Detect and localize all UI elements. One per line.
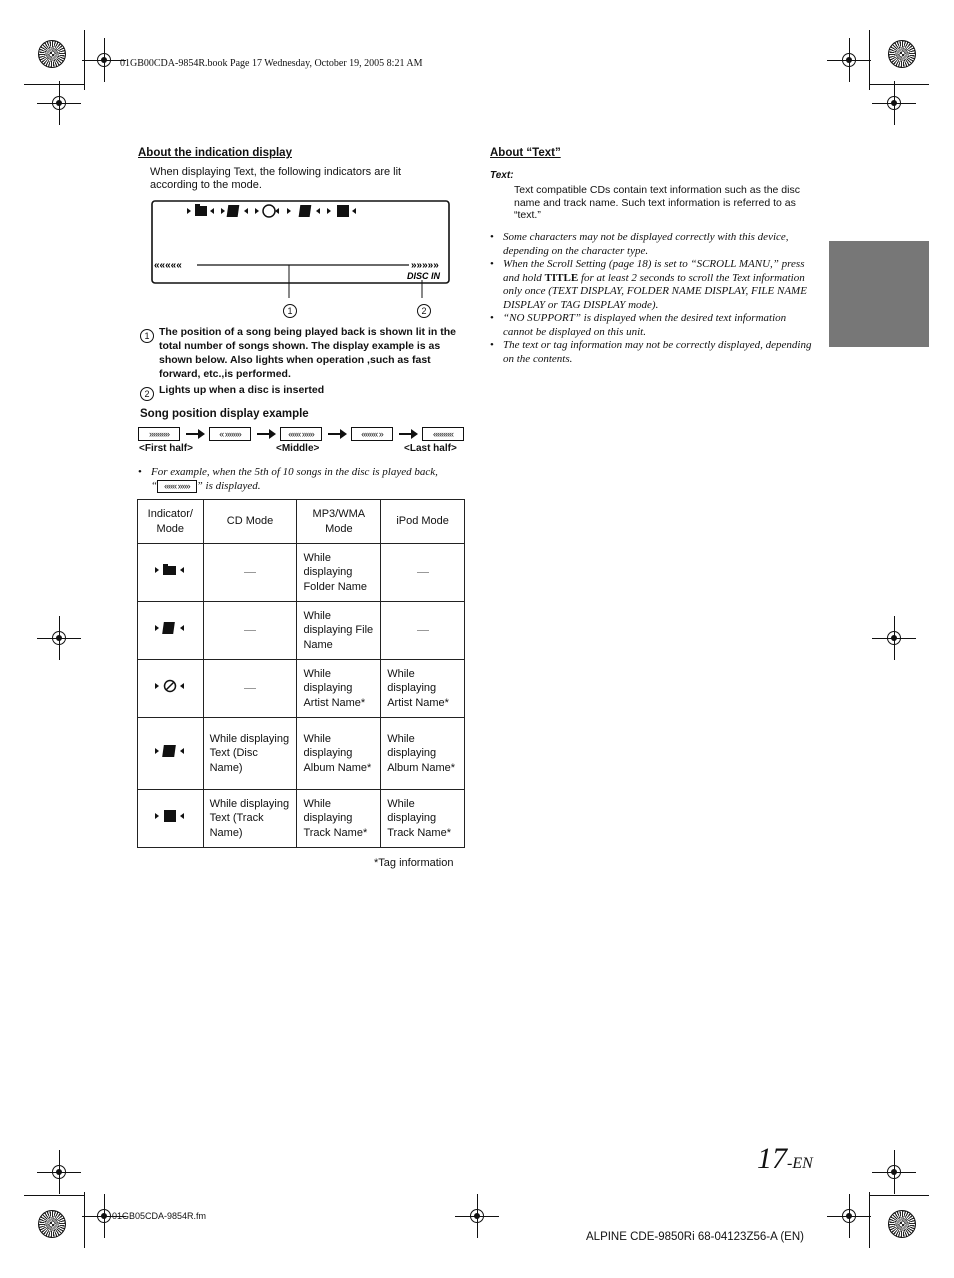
- table-header-row: [138, 500, 465, 544]
- ipod-cell: [381, 602, 465, 660]
- song-position-title: Song position display example: [140, 408, 309, 420]
- table-row: [138, 660, 465, 718]
- mp3-cell: While displaying Artist Name*: [297, 660, 381, 718]
- song-box-middle: ««« »»»: [280, 427, 322, 441]
- cd-cell: [203, 660, 297, 718]
- callout-1: 1: [283, 301, 297, 319]
- title-key-label: TITLE: [544, 271, 579, 284]
- indicator-cell: [138, 544, 204, 602]
- crop-line: [869, 1192, 870, 1248]
- header-mp3-mode: MP3/WMA Mode: [297, 500, 381, 544]
- ipod-cell: While displaying Artist Name*: [381, 660, 465, 718]
- label-last-half: <Last half>: [404, 443, 457, 454]
- note-2-marker: 2: [140, 384, 154, 402]
- indicator-cell: [138, 790, 204, 848]
- example-note: [138, 466, 468, 493]
- lcd-indicator-row: [187, 204, 356, 217]
- cd-cell: While displaying Text (Disc Name): [203, 718, 297, 790]
- indicator-cell: [138, 602, 204, 660]
- header-cd-mode: CD Mode: [203, 500, 297, 544]
- table-row: [138, 544, 465, 602]
- disc-text-icon: [153, 744, 187, 758]
- indicator-cell: [138, 718, 204, 790]
- example-text-2: ” is displayed.: [196, 479, 261, 492]
- table-footnote: *Tag information: [374, 857, 454, 869]
- side-tab: [829, 241, 929, 347]
- callout-2: 2: [417, 301, 431, 319]
- arrow-right-icon: [399, 433, 413, 435]
- song-box-step-4: «««« »: [351, 427, 393, 441]
- table-row: [138, 790, 465, 848]
- mp3-cell: While displaying Track Name*: [297, 790, 381, 848]
- crop-line: [24, 1195, 84, 1196]
- book-info-line: 01GB00CDA-9854R.book Page 17 Wednesday, October 19, 2005 8:21 AM: [120, 58, 423, 69]
- indication-intro: When displaying Text, the following indicators are lit according to the mode.: [150, 166, 402, 191]
- mp3-cell: While displaying Album Name*: [297, 718, 381, 790]
- label-first-half: <First half>: [139, 443, 193, 454]
- mp3-cell: While displaying File Name: [297, 602, 381, 660]
- lcd-left-marks: «««««: [154, 260, 182, 271]
- indication-title: About the indication display: [138, 147, 292, 159]
- cd-cell: [203, 544, 297, 602]
- header-indicator: Indicator/ Mode: [138, 500, 204, 544]
- example-quote-open: “: [151, 479, 158, 492]
- song-box-last-half: «««««: [422, 427, 464, 441]
- folder-icon: [153, 563, 187, 577]
- crop-line: [24, 84, 84, 85]
- note-1-text: The position of a song being played back is shown lit in the total number of songs shown. The display example is as shown below. Also lights when operation ,such as fast forward, etc.,is performed.: [159, 326, 456, 380]
- about-text-subtitle: Text:: [490, 170, 514, 181]
- ipod-cell: While displaying Track Name*: [381, 790, 465, 848]
- crop-line: [869, 84, 929, 85]
- crop-line: [869, 30, 870, 90]
- about-text-title: About “Text”: [490, 147, 561, 159]
- ipod-cell: While displaying Album Name*: [381, 718, 465, 790]
- lcd-display-illustration: [151, 200, 450, 284]
- lcd-right-marks: »»»»»: [411, 260, 439, 271]
- track-text-icon: [153, 809, 187, 823]
- footer-file-name: 01GB05CDA-9854R.fm: [112, 1211, 207, 1221]
- page-number-suffix: -EN: [787, 1155, 813, 1172]
- label-middle: <Middle>: [276, 443, 320, 454]
- bullet-item: • Some characters may not be displayed correctly with this device, depending on the character type.: [490, 231, 818, 258]
- bullet-item: • When the Scroll Setting (page 18) is set to “SCROLL MANU,” press and hold TITLE for at least 2 seconds to scroll the Text information only once (TEXT DISPLAY, FOLDER NAME DISPLAY, FILE NAME DISPLAY or TAG DISPLAY mode).: [490, 258, 818, 312]
- example-text-1: For example, when the 5th of 10 songs in the disc is played back,: [151, 466, 438, 478]
- song-box-step-2: « »»»»: [209, 427, 251, 441]
- note-2-text: Lights up when a disc is inserted: [159, 384, 325, 396]
- page-number-value: 17: [757, 1142, 787, 1175]
- cd-cell: While displaying Text (Track Name): [203, 790, 297, 848]
- note-1-marker: 1: [140, 326, 154, 344]
- crop-line: [84, 1192, 85, 1248]
- song-box-first-half: »»»»»: [138, 427, 180, 441]
- cd-cell: [203, 602, 297, 660]
- bullet-item: • The text or tag information may not be correctly displayed, depending on the contents.: [490, 339, 818, 366]
- ipod-cell: [381, 544, 465, 602]
- footer-model-line: ALPINE CDE-9850Ri 68-04123Z56-A (EN): [586, 1231, 804, 1243]
- bullet-item: • “NO SUPPORT” is displayed when the desired text information cannot be displayed on this unit.: [490, 312, 818, 339]
- registration-target-icon: [38, 1210, 66, 1238]
- table-row: [138, 602, 465, 660]
- crop-line: [869, 1195, 929, 1196]
- file-icon: [153, 621, 187, 635]
- indicator-mode-table: [137, 499, 465, 848]
- lcd-disc-in-label: DISC IN: [407, 271, 441, 281]
- crop-line: [84, 30, 85, 90]
- mp3-cell: While displaying Folder Name: [297, 544, 381, 602]
- artist-icon: [153, 679, 187, 693]
- arrow-right-icon: [257, 433, 271, 435]
- registration-target-icon: [888, 1210, 916, 1238]
- registration-target-icon: [888, 40, 916, 68]
- table-row: [138, 718, 465, 790]
- arrow-right-icon: [186, 433, 200, 435]
- indicator-cell: [138, 660, 204, 718]
- registration-target-icon: [38, 40, 66, 68]
- arrow-right-icon: [328, 433, 342, 435]
- lcd-display-graphic: [151, 200, 450, 310]
- page-number: [757, 1142, 813, 1176]
- example-song-box: ««« »»»: [157, 480, 197, 493]
- about-text-body: Text compatible CDs contain text information such as the disc name and track name. Such text information is referred to as “text.”: [514, 184, 800, 221]
- about-text-bullets: [490, 231, 818, 366]
- header-ipod-mode: iPod Mode: [381, 500, 465, 544]
